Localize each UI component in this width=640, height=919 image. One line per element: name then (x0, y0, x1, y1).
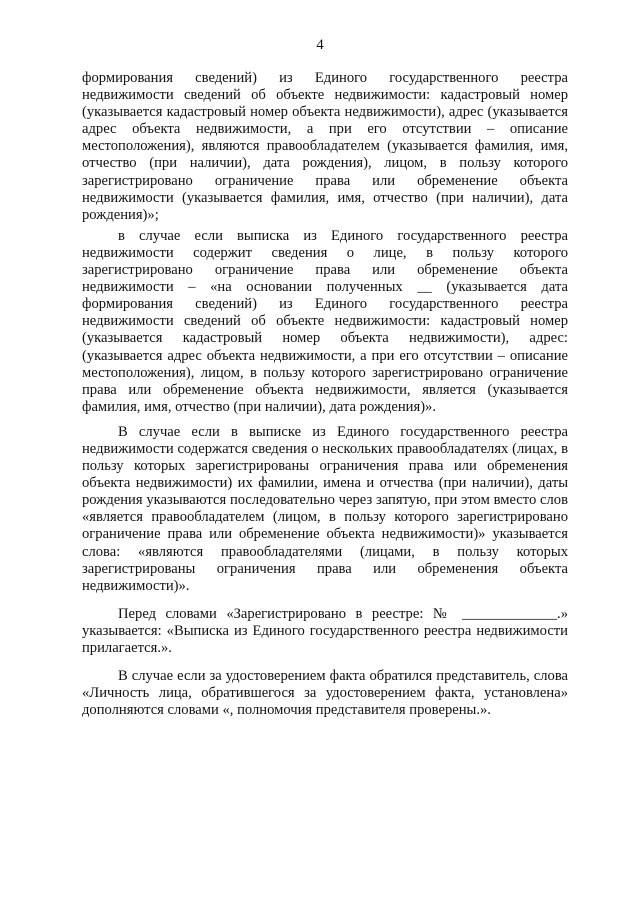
document-body (82, 70, 568, 719)
paragraph-continuation: формирования сведений) из Единого государственного реестра недвижимости сведений об объекте недвижимости: кадастровый номер (указывается кадастровый номер объекта недвижимости), адрес (указывается адрес объекта недвижимости, а при его отсутствии – описание местоположения), являются правообладателем (указывается фамилия, имя, отчество (при наличии), дата рождения), лицом, в пользу которого зарегистрировано ограничение права или обременение объекта недвижимости (указывается фамилия, имя, отчество (при наличии), дата рождения)»; (82, 70, 568, 223)
paragraph-representative: В случае если за удостоверением факта обратился представитель, слова «Личность лица, обратившегося за удостоверением факта, установлена» дополняются словами «, полномочия представителя проверены.». (82, 668, 568, 719)
paragraph-multiple-holders: В случае если в выписке из Единого государственного реестра недвижимости содержатся сведения о нескольких правообладателях (лицах, в пользу которых зарегистрированы ограничения права или обременения объекта недвижимости) их фамилии, имена и отчества (при наличии), даты рождения указываются последовательно через запятую, при этом вместо слов «является правообладателем (лицом, в пользу которого зарегистрировано ограничение права или обременение объекта недвижимости)» указывается слова: «являются правообладателями (лицами, в пользу которых зарегистрированы ограничения права или обременения объекта недвижимости)». (82, 423, 568, 594)
paragraph-registry-extract: Перед словами «Зарегистрировано в реестре: № _____________.» указывается: «Выписка из Единого государственного реестра недвижимости прилагается.». (82, 605, 568, 656)
paragraph-single-holder: в случае если выписка из Единого государственного реестра недвижимости содержит сведения о лице, в пользу которого зарегистрировано ограничение права или обременение объекта недвижимости – «на основании полученных __ (указывается дата формирования сведений) из Единого государственного реестра недвижимости сведений об объекте недвижимости: кадастровый номер (указывается кадастровый номер объекта недвижимости), адрес: (указывается адрес объекта недвижимости, а при его отсутствии – описание местоположения), лицом, в пользу которого зарегистрировано ограничение права или обременение объекта недвижимости, является (указывается фамилия, имя, отчество (при наличии), дата рождения)». (82, 227, 568, 415)
page-number: 4 (316, 37, 324, 53)
